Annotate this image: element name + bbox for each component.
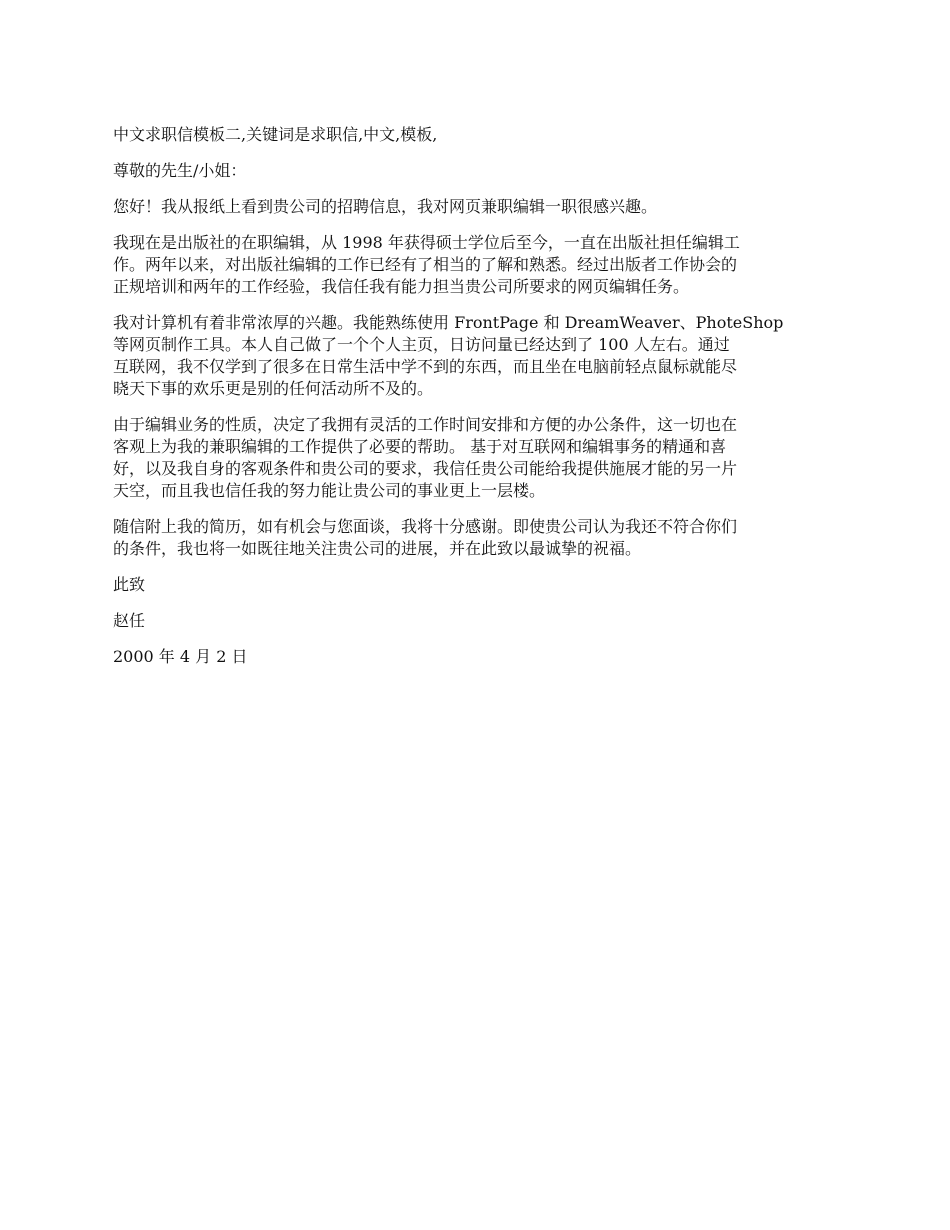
paragraph-line: 的条件，我也将一如既往地关注贵公司的进展，并在此致以最诚挚的祝福。 [113, 539, 642, 558]
signature: 赵任 [113, 611, 146, 630]
paragraph-line: 客观上为我的兼职编辑的工作提供了必要的帮助。 基于对互联网和编辑事务的精通和喜 [113, 437, 727, 456]
paragraph-line: 作。两年以来，对出版社编辑的工作已经有了相当的了解和熟悉。经过出版者工作协会的 [113, 255, 738, 274]
body-paragraph-3 [113, 414, 841, 502]
body-paragraph-1 [113, 232, 841, 298]
document-header: 中文求职信模板二,关键词是求职信,中文,模板, [113, 125, 438, 144]
paragraph-line: 好，以及我自身的客观条件和贵公司的要求，我信任贵公司能给我提供施展才能的另一片 [113, 459, 738, 478]
paragraph-line: 正规培训和两年的工作经验，我信任我有能力担当贵公司所要求的网页编辑任务。 [113, 277, 690, 296]
letter-page [113, 124, 841, 682]
date: 2000 年 4 月 2 日 [113, 647, 248, 666]
paragraph-line: 随信附上我的简历，如有机会与您面谈，我将十分感谢。即使贵公司认为我还不符合你们 [113, 517, 738, 536]
paragraph-line: 互联网，我不仅学到了很多在日常生活中学不到的东西，而且坐在电脑前轻点鼠标就能尽 [113, 357, 738, 376]
closing: 此致 [113, 575, 146, 594]
body-paragraph-4 [113, 516, 841, 560]
paragraph-line: 我对计算机有着非常浓厚的兴趣。我能熟练使用 FrontPage 和 DreamWeaver、PhoteShop [113, 313, 784, 332]
paragraph-line: 天空，而且我也信任我的努力能让贵公司的事业更上一层楼。 [113, 481, 546, 500]
body-paragraph-2 [113, 312, 841, 400]
salutation: 尊敬的先生/小姐： [113, 161, 247, 180]
paragraph-line: 晓天下事的欢乐更是别的任何活动所不及的。 [113, 379, 434, 398]
paragraph-line: 我现在是出版社的在职编辑，从 1998 年获得硕士学位后至今，一直在出版社担任编辑工 [113, 233, 740, 252]
greeting: 您好！我从报纸上看到贵公司的招聘信息，我对网页兼职编辑一职很感兴趣。 [113, 197, 658, 216]
paragraph-line: 等网页制作工具。本人自己做了一个个人主页，日访问量已经达到了 100 人左右。通过 [113, 335, 730, 354]
paragraph-line: 由于编辑业务的性质，决定了我拥有灵活的工作时间安排和方便的办公条件，这一切也在 [113, 415, 738, 434]
